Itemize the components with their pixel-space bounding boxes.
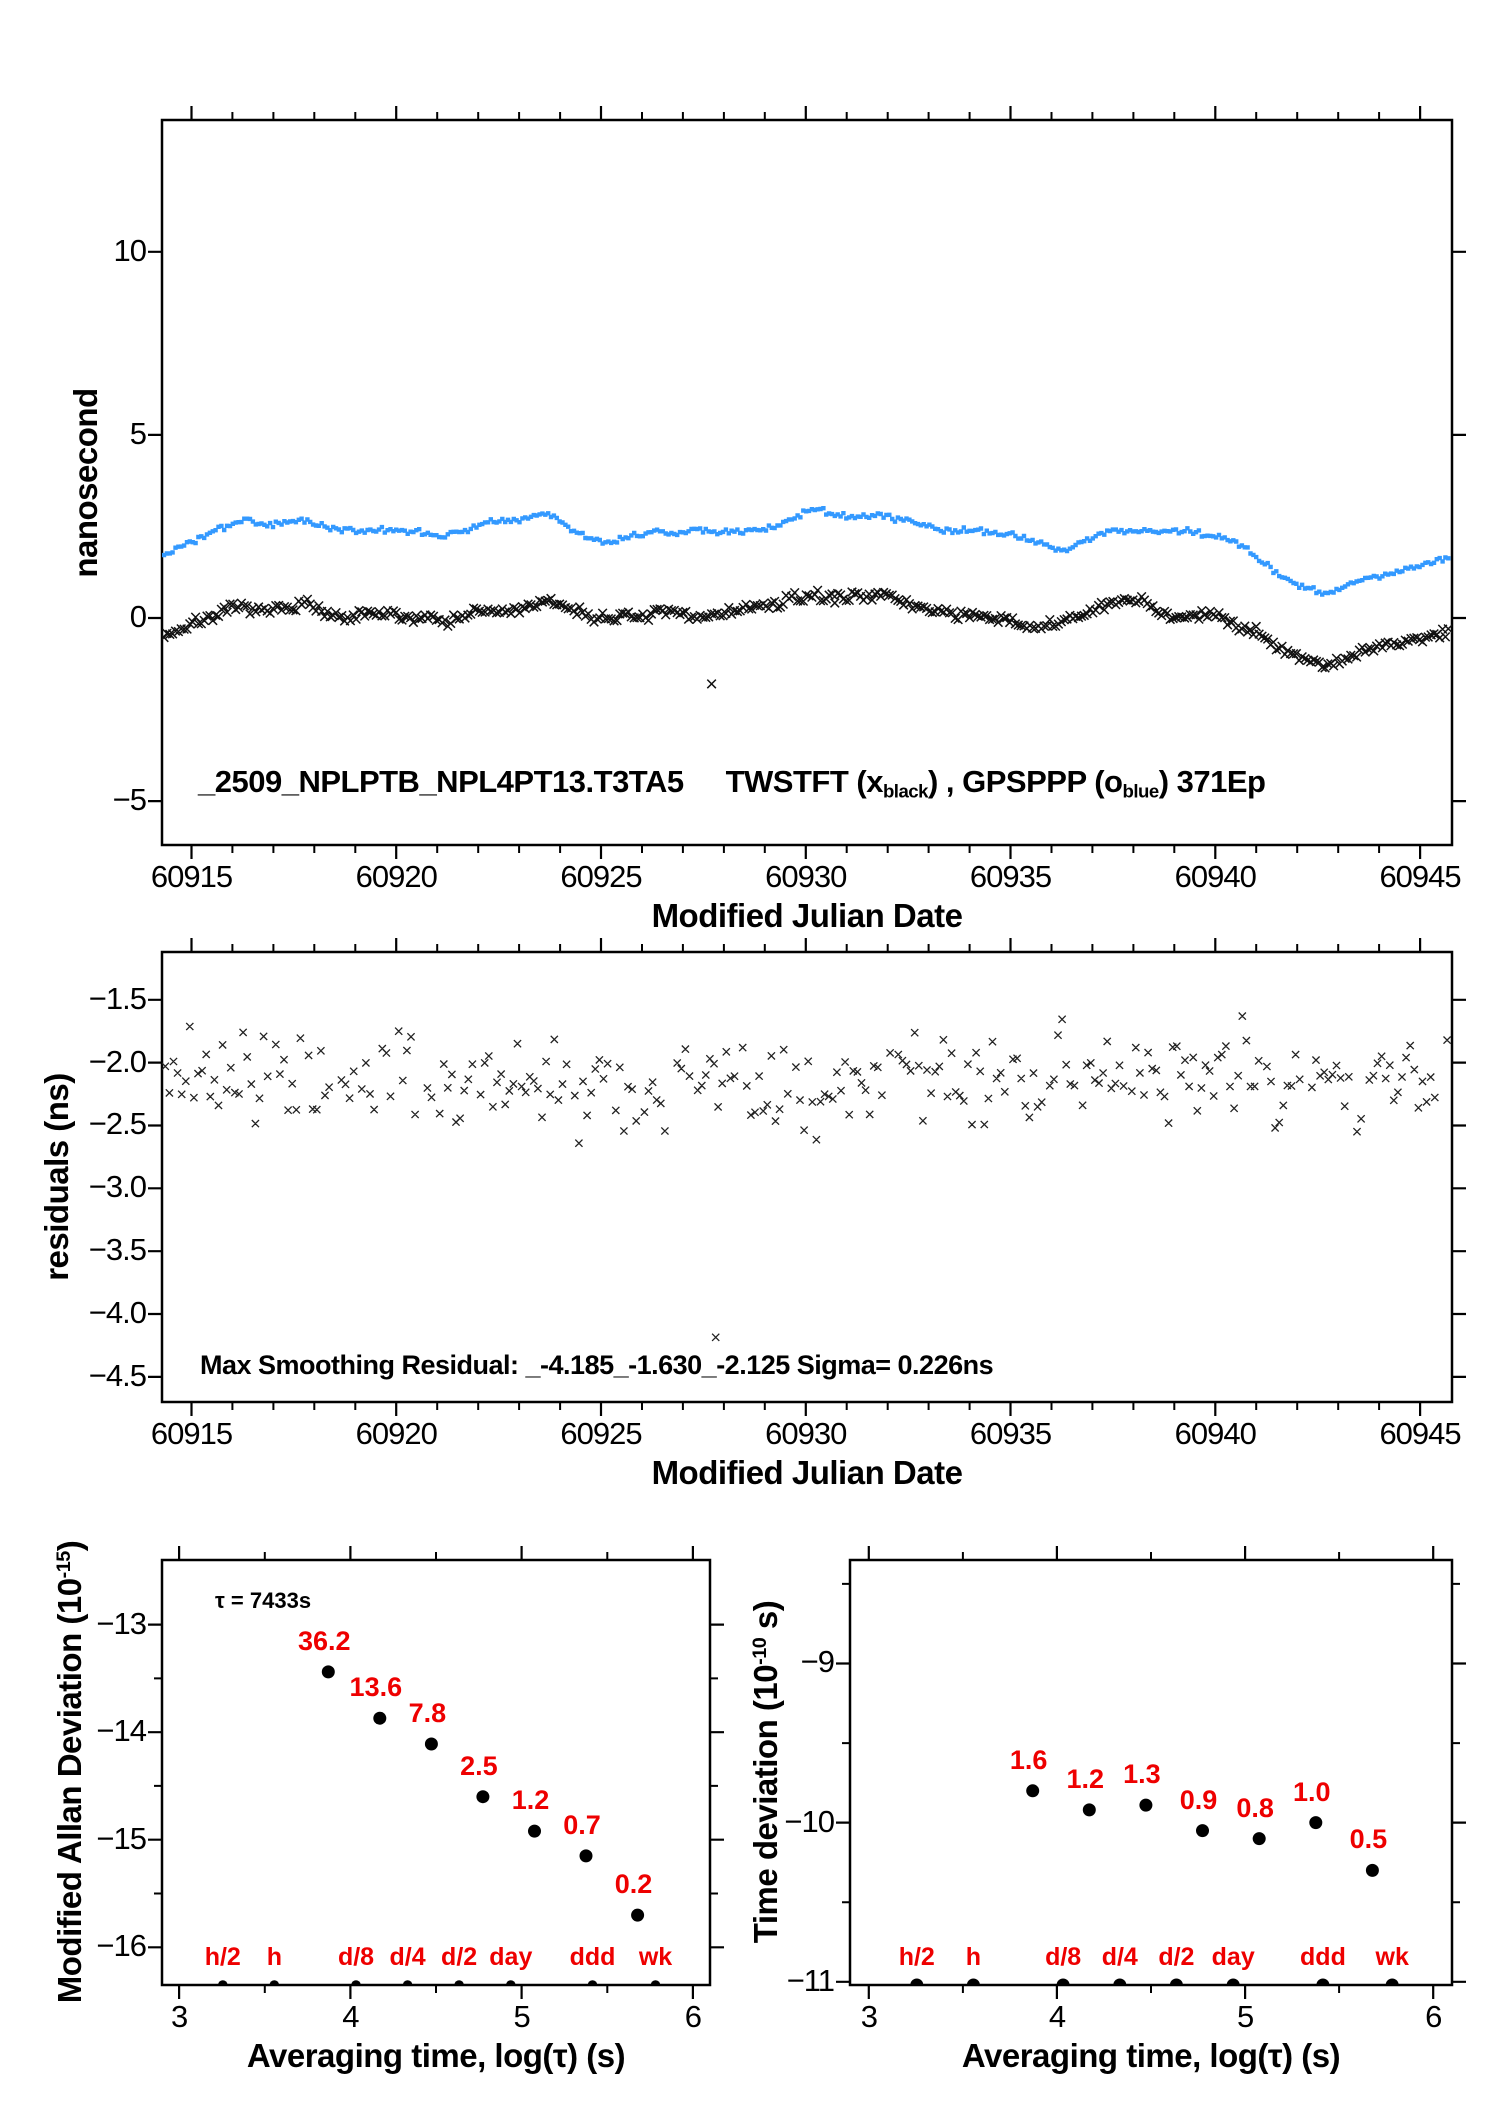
time-scale-label: h [965, 1943, 982, 1971]
time-scale-dot [270, 1980, 280, 1985]
y-tick-label: −3.0 [88, 1169, 146, 1205]
time-scale-dot [910, 1979, 923, 1986]
point-value-label: 0.7 [563, 1809, 601, 1840]
point-value-label: 0.8 [1236, 1792, 1274, 1823]
y-axis-label-tdev: Time deviation ($10^{-10}$ s) [747, 1600, 784, 1944]
time-scale-label: d/8 [1045, 1943, 1082, 1971]
x-tick-label: 60920 [355, 859, 437, 894]
time-scale-dot [1113, 1979, 1126, 1986]
x-tick-label: 60920 [355, 1416, 437, 1451]
dev-point [1083, 1803, 1096, 1816]
y-tick-label: −14 [96, 1713, 146, 1749]
y-tick-label: −10 [784, 1803, 834, 1839]
x-tick-label: 60930 [765, 1416, 847, 1451]
point-value-label: 1.6 [1009, 1744, 1048, 1775]
mdev-data [162, 1560, 710, 1985]
time-scale-dot [218, 1980, 228, 1985]
x-tick-label: 60945 [1379, 1416, 1461, 1451]
tau-annotation: τ = 7433s [215, 1588, 312, 1613]
x-tick-label: 60940 [1174, 859, 1256, 894]
residuals-data [162, 952, 1452, 1402]
x-tick-label: 4 [1048, 1999, 1066, 2034]
x-tick-label: 60935 [969, 1416, 1052, 1451]
time-scale-label: h/2 [898, 1943, 935, 1971]
x-tick-label: 60935 [969, 859, 1052, 894]
point-value-label: 2.5 [460, 1750, 498, 1781]
dev-point [425, 1738, 438, 1751]
time-scale-dot [506, 1980, 516, 1985]
point-value-label: 0.9 [1179, 1784, 1218, 1815]
y-tick-label: −1.5 [88, 980, 146, 1016]
point-value-label: 36.2 [298, 1625, 351, 1656]
time-scale-dot [1316, 1979, 1329, 1986]
y-tick-label: −3.5 [88, 1232, 146, 1268]
dev-point [373, 1712, 386, 1725]
x-tick-label: 6 [1425, 1999, 1442, 2034]
title-sub-black: black [882, 780, 928, 802]
time-scale-label: wk [638, 1943, 673, 1971]
point-value-label: 1.2 [511, 1785, 550, 1816]
x-axis-label-mjd-mid: Modified Julian Date [651, 1454, 963, 1491]
y-tick-label: 10 [113, 232, 146, 268]
time-scale-dot [403, 1980, 413, 1985]
x-tick-label: 60925 [560, 1416, 642, 1451]
point-value-label: 0.2 [614, 1869, 653, 1900]
time-scale-dot [588, 1980, 598, 1985]
time-scale-label: day [489, 1943, 533, 1971]
x-tick-label: 5 [1236, 1999, 1254, 2034]
x-tick-label: 5 [513, 1999, 530, 2034]
time-scale-label: d/2 [441, 1943, 478, 1971]
dev-point [476, 1790, 489, 1803]
y-tick-label: −16 [96, 1928, 146, 1964]
time-scale-dot [1057, 1979, 1070, 1986]
time-scale-label: h [266, 1943, 282, 1971]
time-scale-label: ddd [569, 1943, 616, 1971]
x-tick-label: 60945 [1379, 859, 1461, 894]
y-tick-label: 0 [129, 598, 146, 634]
x-tick-label: 60925 [560, 859, 642, 894]
dev-point [1366, 1864, 1379, 1877]
time-scale-label: d/4 [1101, 1943, 1138, 1971]
dev-point [580, 1849, 593, 1862]
x-axis-label-avgtime-left: Averaging time, log(τ) (s) [246, 2037, 626, 2074]
x-tick-label: 60915 [150, 1416, 233, 1451]
x-tick-label: 4 [342, 1999, 359, 2034]
point-value-label: 1.2 [1066, 1763, 1105, 1794]
x-tick-label: 6 [684, 1999, 701, 2034]
x-tick-label: 60940 [1174, 1416, 1256, 1451]
point-value-label: 7.8 [408, 1697, 447, 1728]
dev-point [1026, 1784, 1039, 1797]
comparison-data [162, 120, 1452, 845]
title-sub-blue: blue [1122, 780, 1159, 802]
dev-point [1309, 1816, 1322, 1829]
y-axis-label-mdev: Modified Allan Deviation $(10^{-15})$ [51, 1540, 88, 2004]
series-gpsppp-markers [162, 506, 1450, 597]
dev-point [631, 1909, 644, 1922]
y-tick-label: −15 [96, 1820, 146, 1856]
x-tick-label: 60930 [765, 859, 847, 894]
x-tick-label: 60915 [150, 859, 233, 894]
point-value-label: 1.0 [1293, 1776, 1331, 1807]
y-tick-label: −5 [112, 782, 146, 818]
max-smoothing-residual-note: Max Smoothing Residual: _-4.185_-1.630_-2.125 Sigma= 0.226ns [200, 1350, 994, 1380]
title-dataset: _2509_NPLPTB_NPL4PT13.T3TA5 [198, 764, 684, 799]
x-axis-label-mjd-top: Modified Julian Date [651, 897, 963, 934]
time-scale-label: h/2 [204, 1943, 241, 1971]
point-value-label: 1.3 [1123, 1759, 1161, 1790]
title-twstft: TWSTFT (x [725, 764, 883, 799]
y-tick-label: 5 [129, 415, 146, 451]
point-value-label: 13.6 [349, 1672, 403, 1703]
x-axis-label-avgtime-right: Averaging time, log(τ) (s) [961, 2037, 1341, 2074]
time-scale-label: d/4 [389, 1943, 426, 1971]
y-tick-label: −2.5 [88, 1106, 146, 1142]
title-epochs: ) 371Ep [1158, 764, 1266, 799]
dev-point [322, 1665, 335, 1678]
title-gpsppp: ) , GPSPPP (o [927, 764, 1123, 799]
x-tick-label: 3 [860, 1999, 877, 2034]
series-twstft-markers [162, 586, 1452, 688]
time-scale-label: d/2 [1158, 1943, 1195, 1971]
dev-point [528, 1825, 541, 1838]
x-tick-label: 3 [171, 1999, 188, 2034]
dev-point [1253, 1832, 1266, 1845]
time-scale-dot [651, 1980, 661, 1985]
y-axis-label-nanosecond: nanosecond [67, 388, 104, 578]
time-scale-label: d/8 [337, 1943, 375, 1971]
dev-point [1196, 1824, 1209, 1837]
y-tick-label: −11 [786, 1962, 834, 1998]
point-value-label: 0.5 [1349, 1824, 1388, 1855]
time-scale-dot [351, 1980, 361, 1985]
time-scale-dot [1386, 1979, 1399, 1986]
time-scale-label: ddd [1300, 1943, 1346, 1971]
time-scale-label: day [1211, 1943, 1255, 1971]
y-tick-label: −4.5 [88, 1357, 146, 1393]
time-scale-dot [1227, 1979, 1240, 1986]
time-scale-dot [454, 1980, 464, 1985]
time-scale-dot [1170, 1979, 1183, 1986]
y-tick-label: −4.0 [88, 1295, 146, 1330]
y-tick-label: −9 [800, 1644, 834, 1680]
y-tick-label: −13 [96, 1605, 146, 1641]
time-scale-dot [967, 1979, 980, 1986]
dev-point [1139, 1799, 1152, 1812]
time-scale-label: wk [1375, 1943, 1409, 1971]
residual-markers [162, 1013, 1451, 1341]
y-axis-label-residuals: residuals (ns) [38, 1073, 75, 1281]
y-tick-label: −2.0 [88, 1043, 146, 1079]
